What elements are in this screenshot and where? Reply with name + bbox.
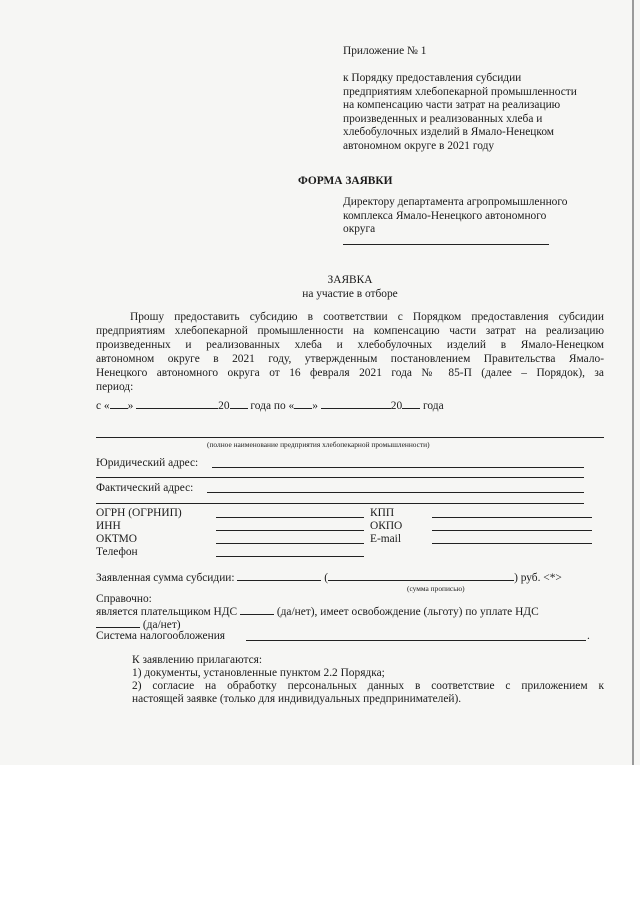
okpo-line[interactable] [432,530,592,531]
vat-exemption-line: (да/нет) [96,617,181,632]
attachment-item-2-line-2: настоящей заявке (только для индивидуальных предпринимателей). [132,693,462,705]
period-to-day-blank[interactable] [294,398,312,409]
phone-label: Телефон [96,546,138,558]
amount-words-blank[interactable] [328,570,514,581]
period-from-open: с « [96,400,110,412]
form-title: ФОРМА ЗАЯВКИ [298,175,393,187]
actual-address-line-2[interactable] [96,503,584,504]
inn-label: ИНН [96,520,121,532]
amount-label: Заявленная сумма субсидии: [96,572,235,584]
attachments-title: К заявлению прилагаются: [132,654,263,666]
ogrn-line[interactable] [216,517,364,518]
enterprise-name-line[interactable] [96,437,604,438]
amount-words-caption: (сумма прописью) [407,584,465,593]
reference-title: Справочно: [96,593,152,605]
vat-payer-blank[interactable] [240,604,274,615]
amount-number-blank[interactable] [237,570,321,581]
attachment-item-2-line-1: 2) согласие на обработку персональных данных в соответствие с приложением к [132,680,604,692]
email-line[interactable] [432,543,592,544]
ogrn-label: ОГРН (ОГРНИП) [96,507,182,519]
phone-line[interactable] [216,556,364,557]
kpp-line[interactable] [432,517,592,518]
addressee-name-line [343,244,549,245]
period-line: с « » 20 года по « » 20 года [96,400,444,412]
tax-system-line[interactable] [246,640,586,641]
okpo-label: ОКПО [370,520,403,532]
vat-line: является плательщиком НДС (да/нет), имеет освобождение (льготу) по уплате НДС [96,606,539,618]
tax-system-dot: . [587,630,590,642]
vat-exemption-blank[interactable] [96,617,140,628]
period-from-year-blank[interactable] [230,398,248,409]
enterprise-name-caption: (полное наименование предприятия хлебопекарной промышленности) [207,440,430,449]
period-to-month-blank[interactable] [321,398,391,409]
legal-address-line[interactable] [212,467,584,468]
addressee: Директору департамента агропромышленного комплекса Ямало-Ненецкого автономного округа [343,196,568,236]
oktmo-line[interactable] [216,543,364,544]
page-edge [632,0,634,765]
period-from-day-blank[interactable] [110,398,128,409]
attachment-item-1: 1) документы, установленные пунктом 2.2 Порядка; [132,667,385,679]
appendix-text: к Порядку предоставления субсидии предприятиям хлебопекарной промышленности на компенсацию части затрат на реализацию произведенных и реализованных хлеба и хлебобулочных изделий в Ямало-Ненецком автономном округе в 2021 году [343,72,577,152]
application-subtitle: на участие в отборе [302,288,398,300]
actual-address-label: Фактический адрес: [96,482,194,494]
legal-address-line-2[interactable] [96,477,584,478]
actual-address-line[interactable] [207,492,584,493]
application-title: ЗАЯВКА [327,274,373,286]
application-body: Прошу предоставить субсидию в соответствии с Порядком предоставления субсидии предприятиям хлебопекарной промышленности на компенсацию части затрат на реализацию произведенных и реализованных хлеба и хлебобулочных изделий в Ямало-Ненецком автономном округе в 2021 году, утвержденным постановлением Правительства Ямало- Ненецкого автономного округа от 16 февраля 2021 года № 85-П (далее – Порядок), за период: [96,311,604,393]
amount-suffix: ) руб. <*> [514,572,562,584]
period-from-month-blank[interactable] [136,398,218,409]
period-to-year-blank[interactable] [402,398,420,409]
tax-system-label: Система налогообложения [96,630,226,642]
appendix-title: Приложение № 1 [343,45,427,57]
email-label: E-mail [370,533,401,545]
inn-line[interactable] [216,530,364,531]
oktmo-label: ОКТМО [96,533,137,545]
amount-line: Заявленная сумма субсидии: ( ) руб. <*> [96,572,562,584]
legal-address-label: Юридический адрес: [96,457,199,469]
kpp-label: КПП [370,507,395,519]
